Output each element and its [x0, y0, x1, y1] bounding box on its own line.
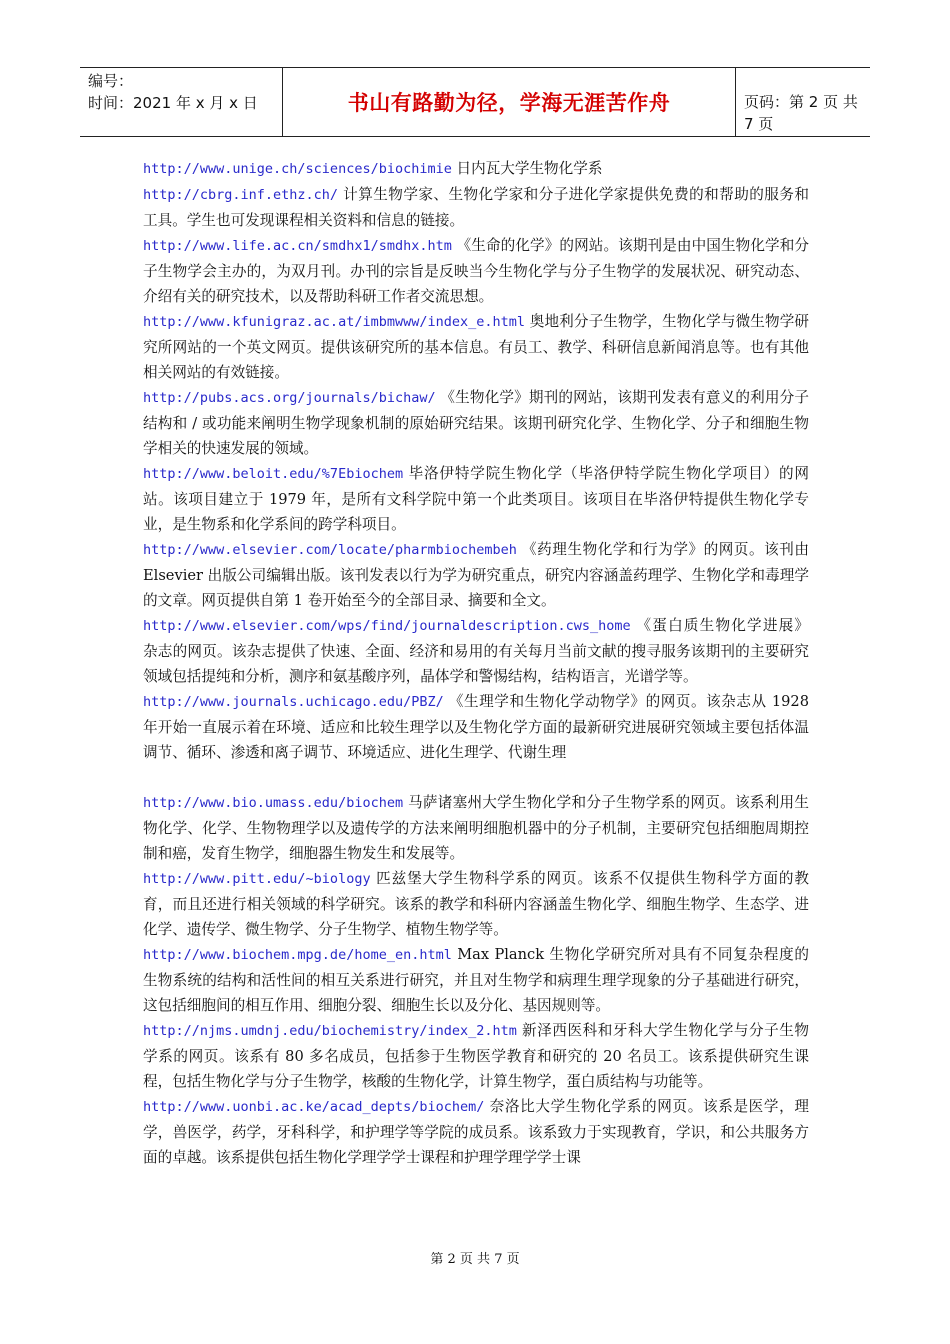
entry-description: 《蛋白质生物化学进展》杂志的网页。该杂志提供了快速、全面、经济和易用的有关每月当前文献的搜寻服务该期刊的主要研究领域包括提纯和分析，测序和氨基酸序列，晶体学和警惕结构，结构语言，光谱学等。	[143, 617, 809, 685]
time-label: 时间：2021 年 x 月 x 日	[88, 94, 258, 112]
link-entry	[143, 309, 809, 385]
entry-description: Max Planck 生物化学研究所对具有不同复杂程度的生物系统的结构和活性间的相互关系进行研究，并且对生物学和病理生理学现象的分子基础进行研究，这包括细胞间的相互作用、细胞分裂、细胞生长以及分化、基因规则等。	[143, 946, 809, 1014]
blank-line	[143, 765, 809, 790]
link-entry	[143, 156, 809, 182]
link-entry	[143, 689, 809, 765]
link-entry	[143, 461, 809, 537]
link-entry	[143, 385, 809, 461]
entry-url-link[interactable]: http://pubs.acs.org/journals/bichaw/	[143, 390, 436, 406]
link-entry	[143, 233, 809, 309]
entry-url-link[interactable]: http://www.beloit.edu/%7Ebiochem	[143, 466, 404, 482]
entry-description: 新泽西医科和牙科大学生物化学与分子生物学系的网页。该系有 80 多名成员，包括参于生物医学教育和研究的 20 名员工。该系提供研究生课程，包括生物化学与分子生物学，核酸的生物化学，计算生物学，蛋白质结构与功能等。	[143, 1022, 809, 1090]
number-label: 编号：	[88, 72, 134, 90]
link-entry	[143, 537, 809, 613]
link-entry	[143, 182, 809, 233]
entry-url-link[interactable]: http://www.pitt.edu/~biology	[143, 871, 371, 887]
entry-url-link[interactable]: http://cbrg.inf.ethz.ch/	[143, 187, 339, 203]
link-entry	[143, 790, 809, 866]
entry-url-link[interactable]: http://www.journals.uchicago.edu/PBZ/	[143, 694, 444, 710]
link-entry	[143, 942, 809, 1018]
page-footer: 第 2 页 共 7 页	[430, 1252, 520, 1267]
entry-url-link[interactable]: http://www.life.ac.cn/smdhx1/smdhx.htm	[143, 238, 452, 254]
entry-description: 日内瓦大学生物化学系	[451, 160, 603, 177]
entry-description: 计算生物学家、生物化学家和分子进化学家提供免费的和帮助的服务和工具。学生也可发现课程相关资料和信息的链接。	[143, 186, 809, 229]
link-list	[143, 156, 809, 1170]
link-entry	[143, 1018, 809, 1094]
entry-description: 《生物化学》期刊的网站，该期刊发表有意义的利用分子结构和 / 或功能来阐明生物学现象机制的原始研究结果。该期刊研究化学、生物化学、分子和细胞生物学相关的快速发展的领域。	[143, 389, 809, 457]
entry-url-link[interactable]: http://www.unige.ch/sciences/biochimie	[143, 161, 452, 177]
entry-url-link[interactable]: http://njms.umdnj.edu/biochemistry/index_2.htm	[143, 1023, 517, 1039]
page-header	[80, 67, 870, 137]
entry-description: 奈洛比大学生物化学系的网页。该系是医学，理学，兽医学，药学，牙科科学，和护理学等学院的成员系。该系致力于实现教育，学识，和公共服务方面的卓越。该系提供包括生物化学理学学士课程和护理学理学学士课	[143, 1098, 809, 1166]
entry-description: 马萨诸塞州大学生物化学和分子生物学系的网页。该系利用生物化学、化学、生物物理学以及遗传学的方法来阐明细胞机器中的分子机制，主要研究包括细胞周期控制和癌，发育生物学，细胞器生物发生和发展等。	[143, 794, 809, 862]
link-entry	[143, 1094, 809, 1170]
motto-banner: 书山有路勤为径，学海无涯苦作舟	[282, 68, 736, 136]
link-entry	[143, 613, 809, 689]
entry-description: 匹兹堡大学生物科学系的网页。该系不仅提供生物科学方面的教育，而且还进行相关领域的科学研究。该系的教学和科研内容涵盖生物化学、细胞生物学、生态学、进化学、遗传学、微生物学、分子生物学、植物生物学等。	[143, 870, 809, 938]
header-meta	[88, 70, 283, 114]
entry-description: 《药理生物化学和行为学》的网页。该刊由 Elsevier 出版公司编辑出版。该刊发表以行为学为研究重点，研究内容涵盖药理学、生物化学和毒理学的文章。网页提供自第 1 卷开始至今的全部目录、摘要和全文。	[143, 541, 809, 609]
entry-description: 毕洛伊特学院生物化学（毕洛伊特学院生物化学项目）的网站。该项目建立于 1979 年，是所有文科学院中第一个此类项目。该项目在毕洛伊特提供生物化学专业，是生物系和化学系间的跨学科项目。	[143, 465, 809, 533]
entry-description: 《生命的化学》的网站。该期刊是由中国生物化学和分子生物学会主办的，为双月刊。办刊的宗旨是反映当今生物化学与分子生物学的发展状况、研究动态、介绍有关的研究技术，以及帮助科研工作者交流思想。	[143, 237, 809, 305]
entry-url-link[interactable]: http://www.uonbi.ac.ke/acad_depts/biochem/	[143, 1099, 485, 1115]
entry-url-link[interactable]: http://www.kfunigraz.ac.at/imbmwww/index_e.html	[143, 314, 526, 330]
entry-description: 奥地利分子生物学，生物化学与微生物学研究所网站的一个英文网页。提供该研究所的基本信息。有员工、教学、科研信息新闻消息等。也有其他相关网站的有效链接。	[143, 313, 809, 381]
entry-url-link[interactable]: http://www.elsevier.com/wps/find/journaldescription.cws_home	[143, 618, 631, 634]
entry-url-link[interactable]: http://www.bio.umass.edu/biochem	[143, 795, 404, 811]
entry-url-link[interactable]: http://www.elsevier.com/locate/pharmbiochembeh	[143, 542, 517, 558]
link-entry	[143, 866, 809, 942]
entry-url-link[interactable]: http://www.biochem.mpg.de/home_en.html	[143, 947, 452, 963]
page-indicator: 页码：第 2 页 共 7 页	[744, 93, 858, 133]
entry-description: 《生理学和生物化学动物学》的网页。该杂志从 1928 年开始一直展示着在环境、适应和比较生理学以及生物化学方面的最新研究进展研究领域主要包括体温调节、循环、渗透和离子调节、环境适应、进化生理学、代谢生理	[143, 693, 809, 761]
